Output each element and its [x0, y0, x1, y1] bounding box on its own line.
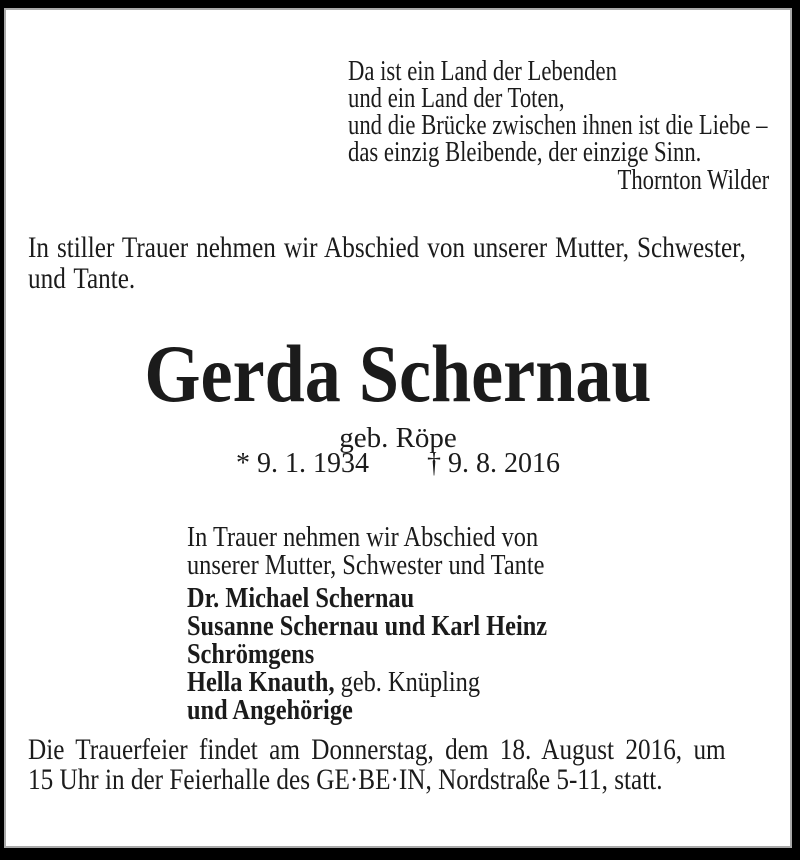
deceased-name: Gerda Schernau	[144, 328, 652, 419]
maiden-name: geb. Röpe	[339, 422, 457, 454]
life-dates	[6, 449, 790, 479]
mourner-line	[187, 585, 674, 613]
quote-attribution: Thornton Wilder	[617, 165, 770, 196]
funeral-line: 15 Uhr in der Feierhalle des GE·BE·IN, Nordstraße 5-11, statt.	[28, 763, 663, 796]
mourning-block	[187, 524, 674, 725]
death-date: † 9. 8. 2016	[427, 448, 560, 479]
funeral-line: Die Trauerfeier findet am Donnerstag, dem 18. August 2016, um	[28, 733, 726, 766]
mourning-intro-line: In Trauer nehmen wir Abschied von	[187, 522, 539, 553]
obituary-card	[4, 8, 792, 848]
quote-line: und die Brücke zwischen ihnen ist die Liebe –	[348, 110, 768, 141]
mourner-name: Dr. Michael Schernau	[187, 583, 415, 614]
quote-line: das einzig Bleibende, der einzige Sinn.	[348, 137, 702, 168]
mourner-line	[187, 669, 674, 697]
memorial-quote	[348, 58, 769, 194]
mourner-name: Hella Knauth,	[187, 667, 335, 698]
mourner-line	[187, 613, 674, 669]
mourning-intro-line: unserer Mutter, Schwester und Tante	[187, 550, 545, 581]
quote-line: und ein Land der Toten,	[348, 83, 565, 114]
mourner-name: und Angehörige	[187, 695, 353, 726]
intro-paragraph	[28, 232, 767, 294]
birth-date: * 9. 1. 1934	[236, 448, 369, 479]
intro-line: und Tante.	[28, 262, 136, 295]
funeral-info	[28, 735, 767, 795]
mourner-name: Susanne Schernau und Karl Heinz Schrömgens	[187, 611, 548, 670]
mourner-line	[187, 697, 674, 725]
mourner-suffix: geb. Knüpling	[334, 667, 481, 698]
quote-line: Da ist ein Land der Lebenden	[348, 56, 617, 87]
intro-line: In stiller Trauer nehmen wir Abschied von unserer Mutter, Schwester,	[28, 231, 746, 264]
mourners-list	[187, 585, 674, 725]
